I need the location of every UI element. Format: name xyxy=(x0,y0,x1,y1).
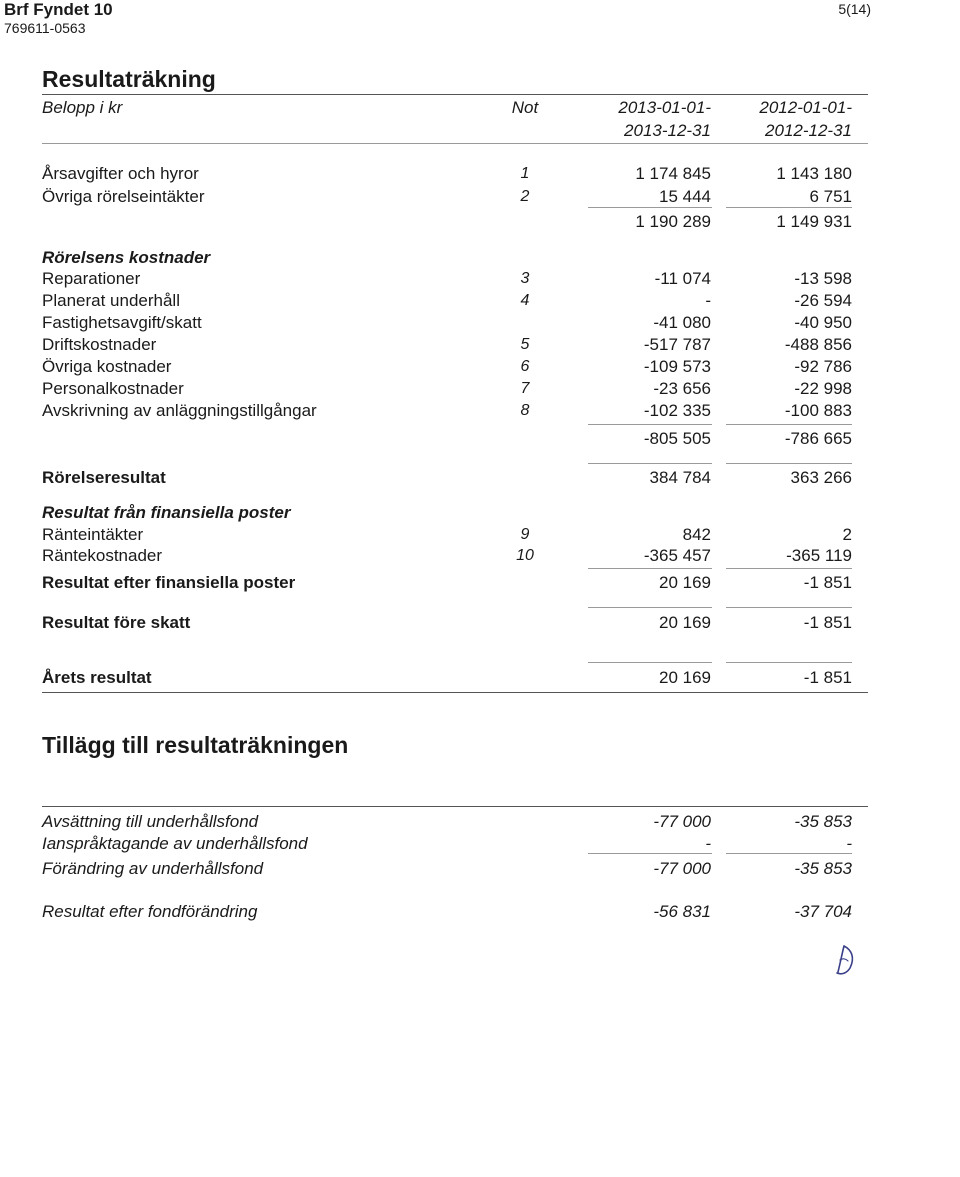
subtotal-rule xyxy=(588,662,712,663)
statement-bottom-rule xyxy=(42,692,868,693)
operating-result-label: Rörelseresultat xyxy=(42,468,166,487)
row-note: 3 xyxy=(520,270,530,287)
subtotal-rule xyxy=(588,568,712,569)
company-name: Brf Fyndet 10 xyxy=(4,0,113,19)
page-number: 5(14) xyxy=(838,1,871,17)
costs-total-previous: -786 665 xyxy=(784,429,852,448)
row-note: 9 xyxy=(520,526,530,543)
row-current: -41 080 xyxy=(653,313,711,332)
row-current: -365 457 xyxy=(643,546,711,565)
row-label: Räntekostnader xyxy=(42,546,163,565)
year-result-current: 20 169 xyxy=(659,668,711,687)
operating-result-previous: 363 266 xyxy=(790,468,852,487)
subtotal-rule xyxy=(726,463,852,464)
row-current: 1 174 845 xyxy=(635,164,711,183)
row-previous: 1 143 180 xyxy=(776,164,852,183)
after-financial-previous: -1 851 xyxy=(803,573,852,592)
subtotal-rule xyxy=(588,853,712,854)
row-label: Ränteintäkter xyxy=(42,525,144,544)
subtotal-rule xyxy=(588,207,712,208)
subtotal-rule xyxy=(726,424,852,425)
row-previous: -13 598 xyxy=(794,269,852,288)
row-previous: -100 883 xyxy=(784,401,852,420)
supplement-row-current: - xyxy=(705,834,711,853)
before-tax-previous: -1 851 xyxy=(803,613,852,632)
after-financial-current: 20 169 xyxy=(659,573,711,592)
title-rule xyxy=(42,94,868,95)
row-current: - xyxy=(705,291,711,310)
row-previous: -488 856 xyxy=(784,335,852,354)
row-note: 10 xyxy=(516,547,534,564)
supplement-row-label: Förändring av underhållsfond xyxy=(42,859,264,878)
row-previous: -365 119 xyxy=(786,546,852,565)
supplement-row-current: -77 000 xyxy=(653,859,711,878)
supplement-title: Tillägg till resultaträkningen xyxy=(42,732,349,758)
note-column-header: Not xyxy=(511,98,539,117)
header-rule xyxy=(42,143,868,144)
row-current: 15 444 xyxy=(659,187,711,206)
row-label: Personalkostnader xyxy=(42,379,184,398)
row-note: 6 xyxy=(520,358,530,375)
row-previous: -40 950 xyxy=(794,313,852,332)
before-tax-current: 20 169 xyxy=(659,613,711,632)
row-current: -517 787 xyxy=(643,335,711,354)
current-period-start: 2013-01-01- xyxy=(618,98,711,117)
row-note: 7 xyxy=(520,380,530,397)
previous-period-end: 2012-12-31 xyxy=(765,121,852,140)
supplement-rule xyxy=(42,806,868,807)
revenue-total-previous: 1 149 931 xyxy=(776,212,852,231)
subtotal-rule xyxy=(588,463,712,464)
subtotal-rule xyxy=(588,424,712,425)
year-result-label: Årets resultat xyxy=(42,668,152,687)
row-label: Driftskostnader xyxy=(42,335,157,354)
row-label: Fastighetsavgift/skatt xyxy=(42,313,202,332)
amount-unit-label: Belopp i kr xyxy=(42,98,123,117)
subtotal-rule xyxy=(726,607,852,608)
operating-result-current: 384 784 xyxy=(649,468,711,487)
row-label: Avskrivning av anläggningstillgångar xyxy=(42,401,317,420)
supplement-row-previous: -35 853 xyxy=(794,812,852,831)
row-label: Årsavgifter och hyror xyxy=(42,164,199,183)
row-note: 8 xyxy=(520,402,530,419)
row-note: 1 xyxy=(520,165,530,182)
result-after-fund-current: -56 831 xyxy=(653,902,711,921)
row-current: -11 074 xyxy=(654,269,711,288)
after-financial-label: Resultat efter finansiella poster xyxy=(42,573,296,592)
initials-signature-icon xyxy=(828,942,862,983)
row-current: -102 335 xyxy=(643,401,711,420)
revenue-total-current: 1 190 289 xyxy=(635,212,711,231)
income-statement-title: Resultaträkning xyxy=(42,66,216,92)
row-note: 4 xyxy=(520,292,530,309)
current-period-end: 2013-12-31 xyxy=(624,121,711,140)
subtotal-rule xyxy=(588,607,712,608)
subtotal-rule xyxy=(726,568,852,569)
row-current: 842 xyxy=(682,525,711,544)
supplement-row-previous: - xyxy=(846,834,852,853)
previous-period-start: 2012-01-01- xyxy=(759,98,852,117)
row-label: Övriga rörelseintäkter xyxy=(42,187,205,206)
row-previous: 6 751 xyxy=(809,187,852,206)
row-label: Övriga kostnader xyxy=(42,357,172,376)
supplement-row-previous: -35 853 xyxy=(794,859,852,878)
row-current: -23 656 xyxy=(653,379,711,398)
financial-heading: Resultat från finansiella poster xyxy=(42,503,291,522)
row-note: 2 xyxy=(520,188,530,205)
row-note: 5 xyxy=(520,336,530,353)
supplement-row-current: -77 000 xyxy=(653,812,711,831)
row-label: Planerat underhåll xyxy=(42,291,180,310)
costs-total-current: -805 505 xyxy=(643,429,711,448)
subtotal-rule xyxy=(726,207,852,208)
subtotal-rule xyxy=(726,662,852,663)
row-previous: -26 594 xyxy=(794,291,852,310)
before-tax-label: Resultat före skatt xyxy=(42,613,191,632)
org-number: 769611-0563 xyxy=(4,20,86,36)
year-result-previous: -1 851 xyxy=(803,668,852,687)
row-previous: -92 786 xyxy=(794,357,852,376)
row-label: Reparationer xyxy=(42,269,141,288)
row-current: -109 573 xyxy=(643,357,711,376)
supplement-row-label: Ianspråktagande av underhållsfond xyxy=(42,834,308,853)
result-after-fund-label: Resultat efter fondförändring xyxy=(42,902,258,921)
subtotal-rule xyxy=(726,853,852,854)
result-after-fund-previous: -37 704 xyxy=(794,902,852,921)
row-previous: -22 998 xyxy=(794,379,852,398)
costs-heading: Rörelsens kostnader xyxy=(42,248,211,267)
supplement-row-label: Avsättning till underhållsfond xyxy=(42,812,259,831)
row-previous: 2 xyxy=(842,525,852,544)
